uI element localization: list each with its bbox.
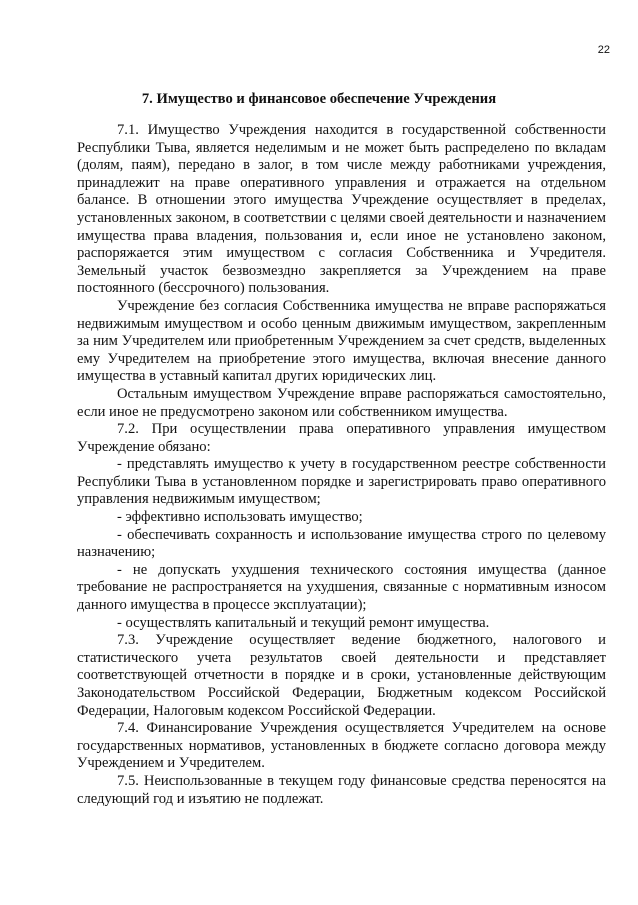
paragraph-7-2: 7.2. При осуществлении права оперативного управления имуществом Учреждение обязано:: [77, 421, 606, 455]
paragraph-7-3: 7.3. Учреждение осуществляет ведение бюджетного, налогового и статистического учета результатов своей деятельности и представляет соответствующей отчетности в порядке и в сроки, установленные действующим Законодательством Российской Федерации, Бюджетным кодексом Российской Федерации, Налоговым кодексом Российской Федерации.: [77, 632, 606, 719]
obligation-item: - обеспечивать сохранность и использование имущества строго по целевому назначению;: [77, 526, 606, 561]
paragraph-other-property: Остальным имуществом Учреждение вправе распоряжаться самостоятельно, если иное не предусмотрено законом или собственником имущества.: [77, 385, 606, 420]
paragraph-7-5: 7.5. Неиспользованные в текущем году финансовые средства переносятся на следующий год и изъятию не подлежат.: [77, 772, 606, 807]
obligation-item: - эффективно использовать имущество;: [117, 509, 363, 526]
obligation-item: - представлять имущество к учету в государственном реестре собственности Республики Тыва в установленном порядке и зарегистрировать право оперативного управления недвижимым имуществом;: [77, 456, 606, 508]
section-title: 7. Имущество и финансовое обеспечение Учреждения: [141, 91, 497, 107]
paragraph-disposal-restriction: Учреждение без согласия Собственника имущества не вправе распоряжаться недвижимым имуществом и особо ценным движимым имуществом, закрепленным за ним Учредителем или приобретенным Учреждением за счет средств, выделенных ему Учредителем на приобретение этого имущества, включая внесение данного имущества в уставный капитал других юридических лиц.: [77, 297, 606, 385]
section-body: [77, 122, 606, 808]
obligation-item: - осуществлять капитальный и текущий ремонт имущества.: [117, 614, 490, 631]
paragraph-7-4: 7.4. Финансирование Учреждения осуществляется Учредителем на основе государственных нормативов, установленных в бюджете согласно договора между Учреждением и Учредителем.: [77, 720, 606, 772]
page-number: 22: [597, 44, 610, 56]
paragraph-7-1: 7.1. Имущество Учреждения находится в государственной собственности Республики Тыва, является неделимым и не может быть распределено по вкладам (долям, паям), передано в залог, в том числе между работниками учреждения, принадлежит на праве оперативного управления и отражается на отдельном балансе. В отношении этого имущества Учреждение осуществляет в пределах, установленных законом, в соответствии с целями своей деятельности и назначением имущества права владения, пользования и, если иное не установлено законом, распоряжается этим имуществом с согласия Собственника и Учредителя. Земельный участок безвозмездно закрепляется за Учреждением на праве постоянного (бессрочного) пользования.: [77, 122, 606, 297]
obligation-item: - не допускать ухудшения технического состояния имущества (данное требование не распространяется на ухудшения, связанные с нормативным износом данного имущества в процессе эксплуатации);: [77, 561, 606, 614]
